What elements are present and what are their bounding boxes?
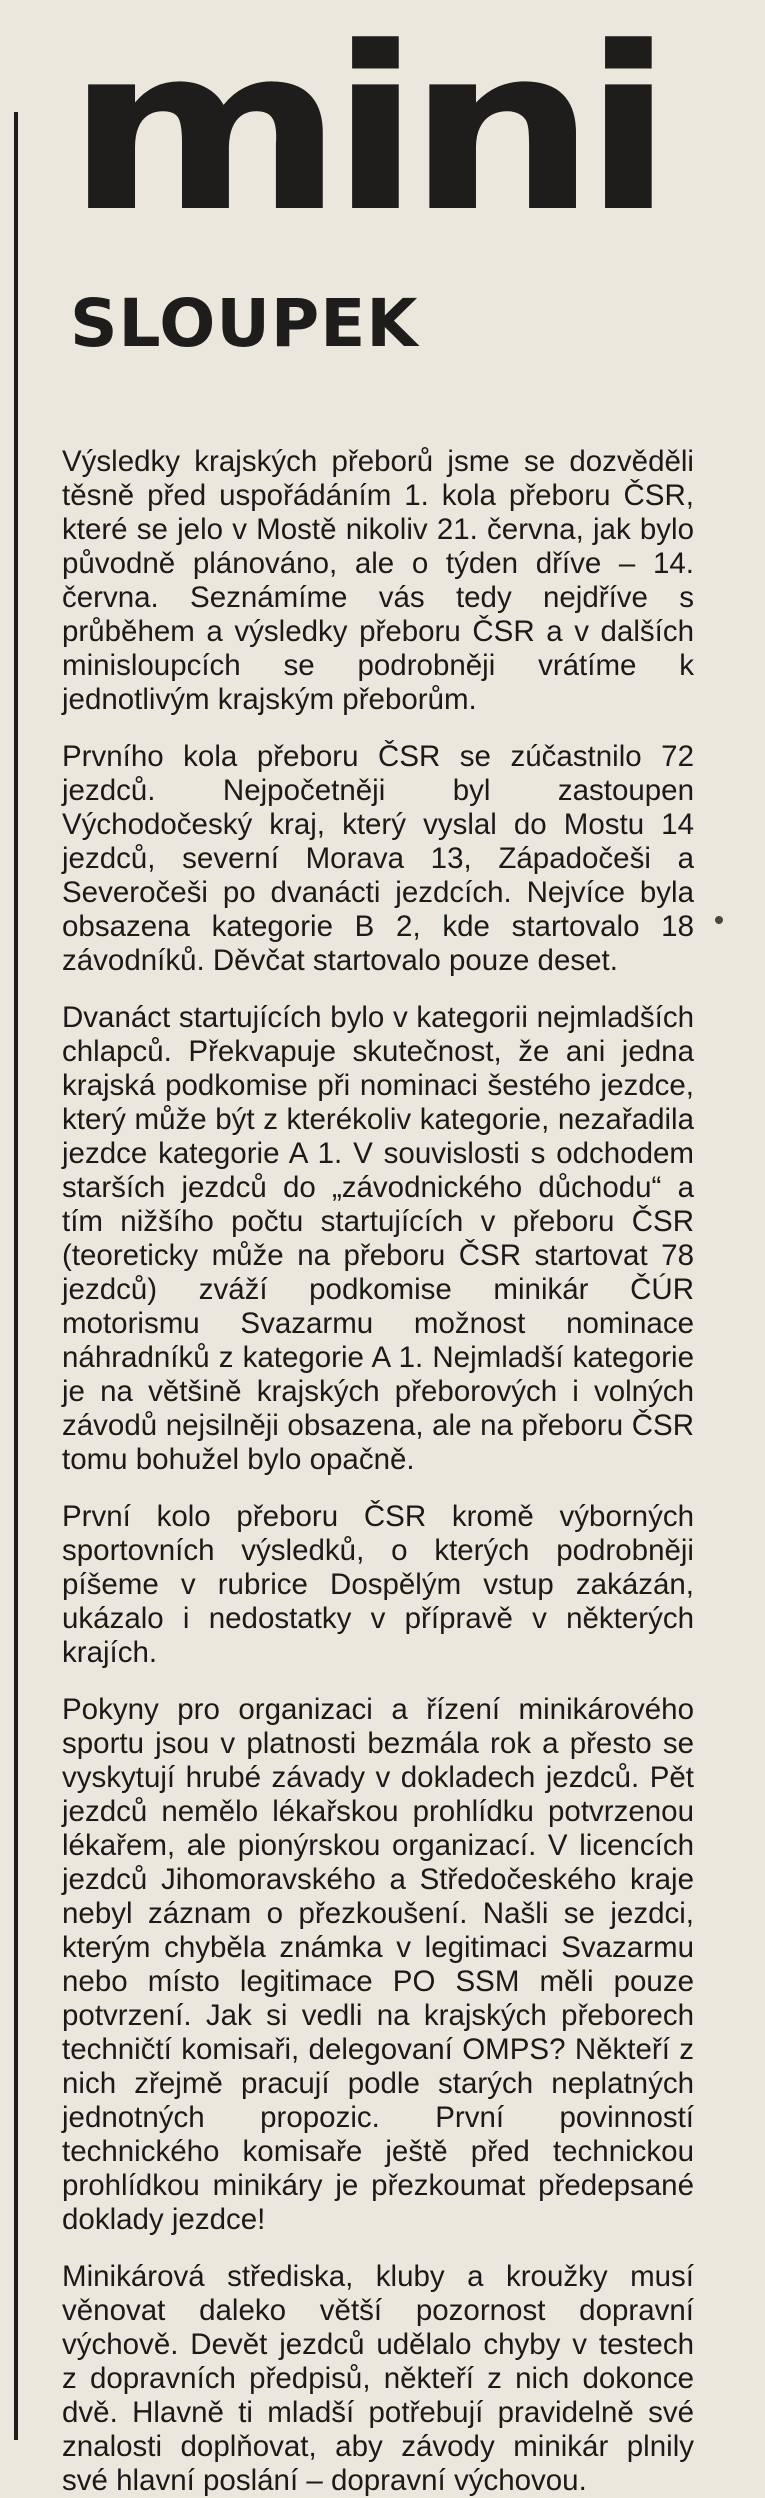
article-paragraph-3: Dvanáct startujících bylo v kategorii nejmladších chlapců. Překvapuje skutečnost, že ani jedna krajská podkomise při nominaci šestého jezdce, který může být z kterékoliv kategorie, nezařadila jezdce kategorie A 1. V souvislosti s odchodem starších jezdců do „závodnického důchodu“ a tím nižšího počtu startujících v přeboru ČSR (teoreticky může na přeboru ČSR startovat 78 jezdců) zváží podkomise minikár ČÚR motorismu Svazarmu možnost nominace náhradníků z kategorie A 1. Nejmladší kategorie je na většině krajských přeborových i volných závodů nejsilněji obsazena, ale na přeboru ČSR tomu bohužel bylo opačně. [62,1001,694,1476]
article-paragraph-4: První kolo přeboru ČSR kromě výborných sportovních výsledků, o kterých podrobněji píšeme v rubrice Dospělým vstup zakázán, ukázalo i nedostatky v přípravě v některých krajích. [62,1500,694,1669]
article-paragraph-2: Prvního kola přeboru ČSR se zúčastnilo 72 jezdců. Nejpočetněji byl zastoupen Východočeský kraj, který vyslal do Mostu 14 jezdců, severní Morava 13, Západočeši a Severočeši po dvanácti jezdcích. Nejvíce byla obsazena kategorie B 2, kde startovalo 18 závodníků. Děvčat startovalo pouze deset. [62,740,694,977]
article-paragraph-1: Výsledky krajských přeborů jsme se dozvěděli těsně před uspořádáním 1. kola přeboru ČSR, které se jelo v Mostě nikoliv 21. června, jak bylo původně plánováno, ale o týden dříve – 14. června. Seznámíme vás tedy nejdříve s průběhem a výsledky přeboru ČSR a v dalších minisloupcích se podrobněji vrátíme k jednotlivým krajským přeborům. [62,445,694,716]
article-paragraph-6: Minikárová střediska, kluby a kroužky musí věnovat daleko větší pozornost dopravní výchově. Devět jezdců udělalo chyby v testech z dopravních předpisů, někteří z nich dokonce dvě. Hlavně ti mladší potřebují pravidelně své znalosti doplňovat, aby závody minikár plnily své hlavní poslání – dopravní výchovou. [62,2260,694,2497]
column-title: mini [66,0,660,262]
article-body [62,445,694,2498]
left-vertical-rule [14,112,18,2440]
column-subtitle: SLOUPEK [70,285,419,362]
print-speck-dot [715,916,723,924]
article-paragraph-5: Pokyny pro organizaci a řízení minikárového sportu jsou v platnosti bezmála rok a přesto se vyskytují hrubé závady v dokladech jezdců. Pět jezdců nemělo lékařskou prohlídku potvrzenou lékařem, ale pionýrskou organizací. V licencích jezdců Jihomoravského a Středočeského kraje nebyl záznam o přezkoušení. Našli se jezdci, kterým chyběla známka v legitimaci Svazarmu nebo místo legitimace PO SSM měli pouze potvrzení. Jak si vedli na krajských přeborech techničtí komisaři, delegovaní OMPS? Někteří z nich zřejmě pracují podle starých neplatných jednotných propozic. První povinností technického komisaře ještě před technickou prohlídkou minikáry je přezkoumat předepsané doklady jezdce! [62,1693,694,2236]
